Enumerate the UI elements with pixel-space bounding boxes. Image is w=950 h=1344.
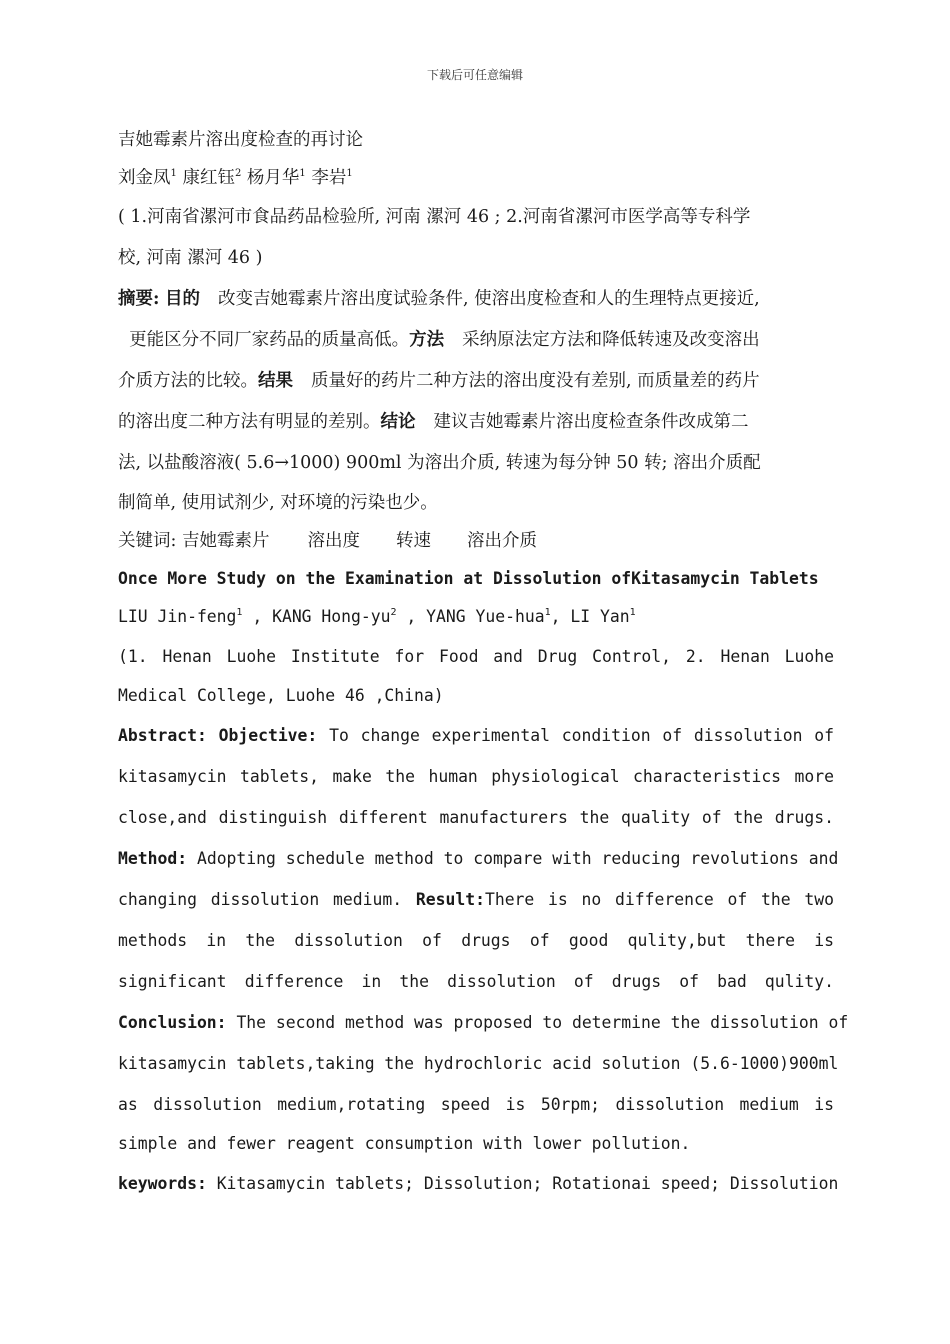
cn-author-name: 杨月华 — [246, 168, 300, 188]
cn-objective-label: 目的 — [165, 289, 201, 309]
cn-author-sup: 1 — [346, 168, 353, 179]
en-author-sup: 1 — [236, 607, 243, 618]
en-author-sup: 2 — [390, 607, 397, 618]
en-author-sup: 1 — [629, 607, 636, 618]
en-title: Once More Study on the Examination at Dissolution ofKitasamycin Tablets — [118, 569, 819, 588]
cn-author-sup: 1 — [299, 168, 306, 179]
en-abstract-line: kitasamycin tablets,taking the hydrochloric acid solution (5.6-1000)900ml — [118, 1054, 839, 1073]
cn-author-sup: 2 — [234, 168, 242, 179]
en-author-sep: , — [396, 607, 417, 626]
cn-abstract-line — [118, 320, 834, 361]
page-header: 下载后可任意编辑 — [426, 68, 523, 82]
en-abstract-line: significant difference in the dissolution of drugs of bad qulity. — [118, 972, 834, 991]
en-abstract-line: kitasamycin tablets, make the human physiological characteristics more — [118, 767, 834, 786]
en-author-name: LI Yan — [570, 607, 630, 626]
cn-affiliation-line: 校, 河南 漯河 46 ) — [118, 248, 263, 268]
cn-abstract-line — [118, 279, 834, 320]
en-result-label: Result: — [415, 890, 485, 909]
cn-keywords — [118, 522, 834, 560]
en-keywords-text: Kitasamycin tablets; Dissolution; Rotationai speed; Dissolution — [216, 1174, 839, 1193]
cn-conclusion-text: 建议吉她霉素片溶出度检查条件改成第二 — [433, 412, 749, 432]
cn-authors — [118, 159, 834, 197]
cn-keywords-label: 关键词: — [118, 531, 177, 551]
cn-method-text: 介质方法的比较。 — [118, 371, 258, 391]
cn-objective-text: 改变吉她霉素片溶出度试验条件, 使溶出度检查和人的生理特点更接近, — [218, 289, 760, 309]
en-abstract-line: as dissolution medium,rotating speed is 50rpm; dissolution medium is — [118, 1095, 834, 1114]
en-abstract-line — [118, 1002, 849, 1043]
en-conclusion-text: The second method was proposed to determine the dissolution of — [236, 1013, 849, 1032]
cn-author-sup: 1 — [170, 168, 177, 179]
en-author-sep: , — [550, 607, 561, 626]
cn-title: 吉她霉素片溶出度检查的再讨论 — [118, 130, 363, 150]
cn-affiliation-line: ( 1.河南省漯河市食品药品检验所, 河南 漯河 46 ; 2.河南省漯河市医学高等专科学 — [118, 207, 751, 227]
en-abstract-line: close,and distinguish different manufacturers the quality of the drugs. — [118, 808, 834, 827]
paper-body — [118, 121, 849, 1204]
cn-abstract-line: 法, 以盐酸溶液( 5.6→1000) 900ml 为溶出介质, 转速为每分钟 50 转; 溶出介质配 — [118, 453, 761, 473]
en-objective-label: Objective: — [218, 726, 318, 745]
cn-author-name: 李岩 — [311, 168, 347, 188]
cn-keyword: 溶出度 — [307, 531, 360, 551]
en-method-text: changing dissolution medium. — [118, 890, 403, 909]
cn-keyword: 溶出介质 — [466, 531, 537, 551]
en-abstract-line — [118, 879, 834, 920]
en-author-name: YANG Yue-hua — [426, 607, 545, 626]
cn-result-text: 质量好的药片二种方法的溶出度没有差别, 而质量差的药片 — [311, 371, 760, 391]
en-keywords-label: keywords: — [118, 1174, 207, 1193]
en-objective-text: To change experimental condition of dissolution of — [329, 726, 835, 745]
cn-method-label: 方法 — [409, 330, 445, 350]
cn-abstract-line — [118, 361, 834, 402]
en-affiliation-line: (1. Henan Luohe Institute for Food and Drug Control, 2. Henan Luohe — [118, 647, 834, 666]
en-abstract-line: simple and fewer reagent consumption with lower pollution. — [118, 1134, 691, 1153]
en-abstract-label: Abstract: — [118, 726, 207, 745]
cn-abstract-line: 制简单, 使用试剂少, 对环境的污染也少。 — [118, 493, 438, 513]
en-method-text: Adopting schedule method to compare with reducing revolutions and — [196, 849, 839, 868]
en-authors — [118, 598, 834, 636]
cn-abstract-line — [118, 402, 834, 443]
cn-author-name: 刘金凤 — [118, 168, 171, 188]
cn-abstract-label: 摘要: — [118, 289, 160, 309]
en-method-label: Method: — [118, 849, 188, 868]
en-keywords — [118, 1163, 839, 1204]
cn-objective-text: 更能区分不同厂家药品的质量高低。 — [129, 330, 410, 350]
cn-result-label: 结果 — [258, 371, 293, 391]
cn-keyword: 吉她霉素片 — [181, 531, 270, 551]
en-author-name: LIU Jin-feng — [118, 607, 237, 626]
en-result-text: There is no difference of the two — [484, 890, 834, 909]
en-author-sep: , — [242, 607, 263, 626]
cn-conclusion-label: 结论 — [380, 412, 416, 432]
en-abstract-line — [118, 838, 839, 879]
cn-result-text: 的溶出度二种方法有明显的差别。 — [118, 412, 381, 432]
en-author-sup: 1 — [544, 607, 551, 618]
cn-author-name: 康红钰 — [182, 168, 235, 188]
en-author-name: KANG Hong-yu — [272, 607, 391, 626]
en-affiliation-line: Medical College, Luohe 46 ,China) — [118, 686, 444, 705]
en-abstract-line: methods in the dissolution of drugs of good qulity,but there is — [118, 931, 834, 950]
cn-keyword: 转速 — [395, 531, 431, 551]
en-conclusion-label: Conclusion: — [118, 1013, 227, 1032]
en-abstract-line — [118, 715, 834, 756]
cn-method-text: 采纳原法定方法和降低转速及改变溶出 — [462, 330, 760, 350]
